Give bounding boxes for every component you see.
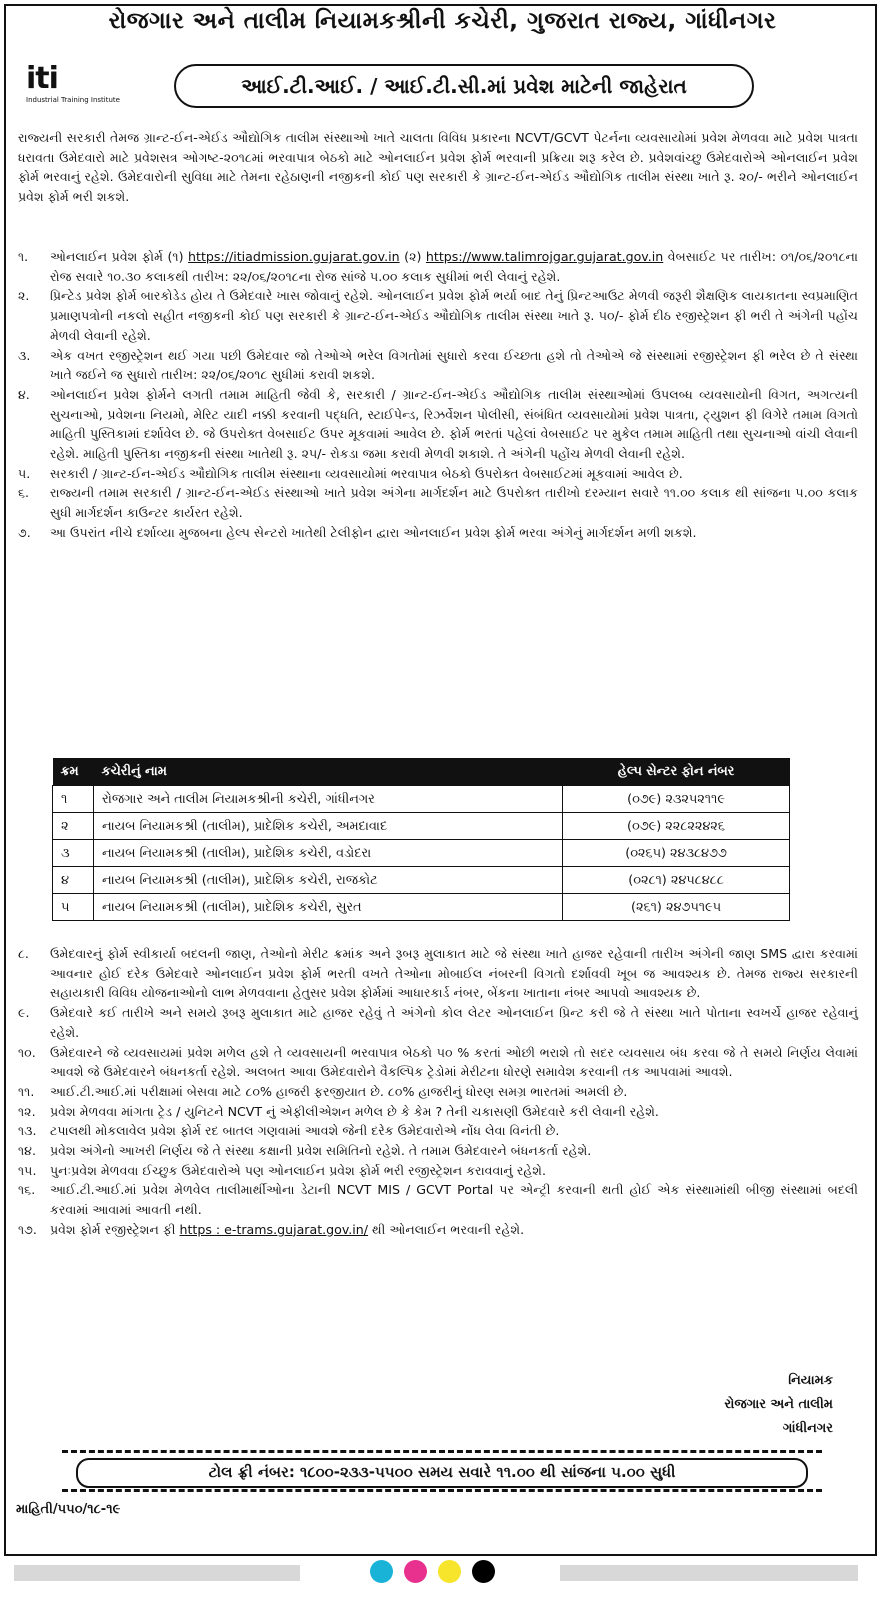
list-item	[18, 483, 858, 522]
list-item	[18, 1121, 858, 1141]
list-item	[18, 944, 858, 1003]
signatory-department: રોજગાર અને તાલીમ	[724, 1397, 833, 1412]
signatory-title: નિયામક	[788, 1373, 833, 1388]
item-number: ૬.	[18, 485, 30, 501]
cyan-registration-dot	[370, 1560, 393, 1583]
office-cell: નાયબ નિયામકશ્રી (તાલીમ), પ્રાદેશિક કચેરી, રાજકોટ	[94, 867, 563, 894]
phone-cell: (૦૭૯) ૨૨૮૨૨૪૨૬	[563, 813, 790, 840]
item-number: ૭.	[18, 524, 31, 540]
item-text: ઓનલાઈન પ્રવેશ ફોર્મ (૧) https://itiadmission.gujarat.gov.in (૨) https://www.talimrojgar.gujarat.gov.in વેબસાઈટ પર તારીખ: ૦૧/૦૬/૨૦૧૮ના રોજ સવારે ૧૦.૩૦ કલાકથી તારીખ: ૨૨/૦૬/૨૦૧૮ના રોજ સાંજે ૫.૦૦ કલાક સુધીમાં ભરી લેવાનું રહેશે.	[50, 249, 858, 284]
signature-block	[724, 1369, 833, 1441]
item-number: ૧૪.	[18, 1143, 36, 1159]
help-center-table	[52, 758, 790, 921]
etrams-website-link[interactable]: https : e-trams.gujarat.gov.in/	[179, 1221, 369, 1237]
list-item	[18, 464, 858, 484]
item-number: ૧૬.	[18, 1182, 36, 1198]
reference-number: માહિતી/૫૫૦/૧૮-૧૯	[16, 1502, 121, 1517]
phone-cell: (૦૨૬૫) ૨૪૩૮૪૭૭	[563, 840, 790, 867]
page-title: રોજગાર અને તાલીમ નિયામકશ્રીની કચેરી, ગુજરાત રાજ્ય, ગાંધીનગર	[108, 8, 777, 34]
item-text: પ્રવેશ મેળવવા માંગતા ટ્રેડ / યુનિટને NCVT નું એફીલીએશન મળેલ છે કે કેમ ? તેની ચકાસણી ઉમેદવારે કરી લેવાની રહેશે.	[50, 1103, 659, 1119]
iti-logo-mark: iti	[26, 61, 58, 96]
item-text: આઈ.ટી.આઈ.માં પરીક્ષામાં બેસવા માટે ૮૦% હાજરી ફરજીયાત છે. ૮૦% હાજરીનું ધોરણ સમગ્ર ભારતમાં અમલી છે.	[50, 1083, 628, 1099]
column-header-phone: હેલ્પ સેન્ટર ફોન નંબર	[563, 758, 790, 786]
toll-free-banner	[62, 1450, 822, 1492]
phone-cell: (૦૨૮૧) ૨૪૫૮૪૮૮	[563, 867, 790, 894]
office-cell: નાયબ નિયામકશ્રી (તાલીમ), પ્રાદેશિક કચેરી, સુરત	[94, 894, 563, 921]
office-cell: નાયબ નિયામકશ્રી (તાલીમ), પ્રાદેશિક કચેરી, વડોદરા	[94, 840, 563, 867]
item-text: આ ઉપરાંત નીચે દર્શાવ્યા મુજબના હેલ્પ સેન્ટરો ખાતેથી ટેલીફોન દ્વારા ઓનલાઈન પ્રવેશ ફોર્મ ભરવા અંગેનું માર્ગદર્શન મળી શકશે.	[50, 524, 697, 540]
list-item	[18, 286, 858, 345]
list-item	[18, 1220, 858, 1240]
office-cell: રોજગાર અને તાલીમ નિયામકશ્રીની કચેરી, ગાંધીનગર	[94, 786, 563, 813]
item-text: પ્રવેશ અંગેનો આખરી નિર્ણય જે તે સંસ્થા કક્ષાની પ્રવેશ સમિતિનો રહેશે. તે તમામ ઉમેદવારને બંધનકર્તા રહેશે.	[50, 1143, 592, 1159]
office-cell: નાયબ નિયામકશ્રી (તાલીમ), પ્રાદેશિક કચેરી, અમદાવાદ	[94, 813, 563, 840]
admission-website-link[interactable]: https://itiadmission.gujarat.gov.in	[188, 249, 400, 264]
item-text: ટપાલથી મોકલાવેલ પ્રવેશ ફોર્મ રદ બાતલ ગણવામાં આવશે જેની દરેક ઉમેદવારોએ નોંધ લેવા વિનંતી છે.	[50, 1123, 560, 1139]
item-number: ૧૨.	[18, 1103, 36, 1119]
magenta-registration-dot	[404, 1560, 427, 1583]
item-text: રાજ્યની તમામ સરકારી / ગ્રાન્ટ-ઈન-એઈડ સંસ્થાઓ ખાતે પ્રવેશ અંગેના માર્ગદર્શન માટે ઉપરોક્ત તારીખો દરમ્યાન સવારે ૧૧.૦૦ કલાક થી સાંજના ૫.૦૦ કલાક સુધી માર્ગદર્શન કાઉન્ટર કાર્યરત રહેશે.	[50, 485, 858, 521]
instructions-list-b	[18, 944, 858, 1240]
item-number: ૫.	[18, 465, 31, 481]
serial-cell: ૫	[53, 894, 94, 921]
list-item	[18, 1141, 858, 1161]
item-text: ઉમેદવારે કઈ તારીખે અને સમયે રૂબરૂ મુલાકાત માટે હાજર રહેવું તે અંગેનો કોલ લેટર ઓનલાઈન પ્રિન્ટ કરી જે તે સંસ્થા ખાતે પોતાના સ્વખર્ચે હાજર રહેવાનું રહેશે.	[50, 1005, 858, 1040]
list-item	[18, 1003, 858, 1042]
item-number: ૧૫.	[18, 1162, 37, 1178]
list-item	[18, 1043, 858, 1082]
toll-free-text: ટોલ ફ્રી નંબર: ૧૮૦૦-૨૩૩-૫૫૦૦ સમય સવારે ૧૧.૦૦ થી સાંજના ૫.૦૦ સુધી	[76, 1458, 808, 1488]
item-number: ૧૭.	[18, 1221, 37, 1237]
list-item	[18, 346, 858, 385]
item-text: સરકારી / ગ્રાન્ટ-ઈન-એઈડ ઔદ્યોગિક તાલીમ સંસ્થાના વ્યવસાયોમાં ભરવાપાત્ર બેઠકો ઉપરોક્ત વેબસાઈટમાં મૂકવામાં આવેલ છે.	[50, 465, 683, 481]
item-text: પ્રવેશ ફોર્મ રજીસ્ટ્રેશન ફી https : e-trams.gujarat.gov.in/ થી ઓનલાઈન ભરવાની રહેશે.	[50, 1221, 525, 1237]
signatory-location: ગાંધીનગર	[782, 1421, 833, 1436]
column-header-serial: ક્રમ	[53, 758, 94, 786]
serial-cell: ૩	[53, 840, 94, 867]
notice-subtitle: આઈ.ટી.આઈ. / આઈ.ટી.સી.માં પ્રવેશ માટેની જાહેરાત	[174, 64, 754, 108]
item-number: ૨.	[18, 288, 30, 304]
list-item	[18, 1161, 858, 1181]
item-number: ૧.	[18, 249, 29, 264]
black-registration-dot	[472, 1560, 495, 1583]
phone-cell: (૦૭૯) ૨૩૨૫૨૧૧૯	[563, 786, 790, 813]
item-number: ૧૩.	[18, 1123, 37, 1139]
serial-cell: ૪	[53, 867, 94, 894]
iti-logo	[26, 61, 156, 114]
item-text: ઉમેદવારને જે વ્યવસાયમાં પ્રવેશ મળેલ હશે તે વ્યવસાયની ભરવાપાત્ર બેઠકો ૫૦ % કરતાં ઓછી ભરાશે તો સદર વ્યવસાય બંધ કરવા જે તે સમયે નિર્ણય લેવામાં આવશે જે ઉમેદવારને બંધનકર્તા રહેશે. અલબત આવા ઉમેદવારોને વૈકલ્પિક ટ્રેડોમાં મેરીટના ધોરણે સમાવેશ કરવાની તક આપવામાં આવશે.	[50, 1044, 858, 1080]
table-header-row	[53, 758, 790, 786]
iti-logo-caption: Industrial Training Institute	[26, 96, 120, 104]
registration-bar-right	[560, 1565, 858, 1581]
list-item	[18, 523, 858, 543]
talimrojgar-website-link[interactable]: https://www.talimrojgar.gujarat.gov.in	[425, 249, 664, 264]
item-text: ઓનલાઈન પ્રવેશ ફોર્મને લગતી તમામ માહિતી જેવી કે, સરકારી / ગ્રાન્ટ-ઈન-એઈડ ઔદ્યોગિક તાલીમ સંસ્થાઓમાં ઉપલબ્ધ વ્યવસાયોની વિગત, અગત્યની સુચનાઓ, પ્રવેશના નિયમો, મેરિટ યાદી નક્કી કરવાની પદ્ધતિ, સ્ટાઈપેન્ડ, રિઝર્વેશન પોલીસી, સંબંધિત વ્યવસાયોમાં પ્રવેશ પાત્રતા, ટ્યુશન ફી વિગેરે તમામ વિગતો માહિતી પુસ્તિકામાં દર્શાવેલ છે. જે ઉપરોક્ત વેબસાઈટ ઉપર મૂકવામાં આવેલ છે. ફોર્મ ભરતાં પહેલાં વેબસાઈટ પર મુકેલ તમામ માહિતી તથા સુચનાઓ વાંચી લેવાની રહેશે. માહિતી પુસ્તિકા નજીકની સંસ્થા ખાતેથી રૂ. ૨૫/- રોકડા જમા કરાવી મેળવી શકાશે. તે અંગેની પહોંચ મેળવી લેવાની રહેશે.	[50, 386, 859, 462]
column-header-office: કચેરીનું નામ	[94, 758, 563, 786]
list-item	[18, 385, 858, 464]
table-row	[53, 840, 790, 867]
serial-cell: ૧	[53, 786, 94, 813]
list-item	[18, 1082, 858, 1102]
list-item	[18, 247, 858, 286]
table-row	[53, 786, 790, 813]
phone-cell: (૨૬૧) ૨૪૭૫૧૯૫	[563, 894, 790, 921]
list-item	[18, 1102, 858, 1122]
item-number: ૧૧.	[18, 1083, 35, 1099]
table-row	[53, 813, 790, 840]
item-text: પુનઃપ્રવેશ મેળવવા ઈચ્છુક ઉમેદવારોએ પણ ઓનલાઈન પ્રવેશ ફોર્મ ભરી રજીસ્ટ્રેશન કરાવવાનું રહેશે.	[50, 1162, 546, 1178]
item-number: ૪.	[18, 386, 30, 402]
registration-bar-left	[14, 1565, 300, 1581]
intro-paragraph: રાજ્યની સરકારી તેમજ ગ્રાન્ટ-ઈન-એઈડ ઔદ્યોગિક તાલીમ સંસ્થાઓ ખાતે ચાલતા વિવિધ પ્રકારના NCVT/GCVT પેટર્નના વ્યવસાયોમાં પ્રવેશ મેળવવા માટે પ્રવેશ પાત્રતા ધરાવતા ઉમેદવારો માટે પ્રવેશસત્ર ઓગષ્ટ-૨૦૧૮માં ભરવાપાત્ર બેઠકો માટે ઓનલાઈન પ્રવેશ ફોર્મ ભરવાની પ્રક્રિયા શરૂ કરેલ છે. પ્રવેશવાંચ્છુ ઉમેદવારોએ ઓનલાઈન પ્રવેશ ફોર્મ ભરવાનું રહેશે. ઉમેદવારોની સુવિધા માટે તેમના રહેઠાણની નજીકની કોઈ પણ સરકારી કે ગ્રાન્ટ-ઈન-એઈડ ઔદ્યોગિક તાલીમ સંસ્થા ખાતે રૂ. ૨૦/- ભરીને ઓનલાઈન પ્રવેશ ફોર્મ ભરી શકશે.	[18, 130, 858, 205]
instructions-list-a	[18, 247, 858, 543]
item-text: આઈ.ટી.આઈ.માં પ્રવેશ મેળવેલ તાલીમાર્થીઓના ડેટાની NCVT MIS / GCVT Portal પર એન્ટ્રી કરવાની થતી હોઈ એક સંસ્થામાંથી બીજી સંસ્થામાં બદલી કરવામાં આવામાં આવતી નથી.	[50, 1182, 858, 1218]
item-text: એક વખત રજીસ્ટ્રેશન થઈ ગયા પછી ઉમેદવાર જો તેઓએ ભરેલ વિગતોમાં સુધારો કરવા ઈચ્છતા હશે તો તેઓએ જે સંસ્થામાં રજીસ્ટ્રેશન ફી ભરેલ છે તે સંસ્થા ખાતે જઈને જ સુધારો તારીખ: ૨૨/૦૬/૨૦૧૮ સુધીમાં કરાવી શકશે.	[50, 347, 858, 383]
item-number: ૯.	[18, 1005, 30, 1021]
item-number: ૮.	[18, 946, 29, 961]
list-item	[18, 1180, 858, 1219]
table-row	[53, 894, 790, 921]
yellow-registration-dot	[438, 1560, 461, 1583]
item-text: ઉમેદવારનું ફોર્મ સ્વીકાર્યા બદલની જાણ, તેઓનો મેરીટ ક્રમાંક અને રૂબરૂ મુલાકાત માટે જે સંસ્થા ખાતે હાજર રહેવાની તારીખ અંગેની જાણ SMS દ્વારા કરવામાં આવનાર હોઈ દરેક ઉમેદવારે ઓનલાઈન પ્રવેશ ફોર્મ ભરતી વખતે તેઓના મોબાઈલ નંબરની વિગતો દર્શાવવી ખૂબ જ આવશ્યક છે. તેમજ રાજ્ય સરકારની સહાયકારી વિવિધ યોજનાઓનો લાભ મેળવવાના હેતુસર પ્રવેશ ફોર્મમાં આધારકાર્ડ નંબર, બેંકના ખાતાના નંબર આપવો આવશ્યક છે.	[50, 946, 858, 1001]
table-row	[53, 867, 790, 894]
item-number: ૧૦.	[18, 1044, 36, 1060]
item-text: પ્રિન્ટેડ પ્રવેશ ફોર્મ બારકોડેડ હોય તે ઉમેદવારે ખાસ જોવાનું રહેશે. ઓનલાઈન પ્રવેશ ફોર્મ ભર્યા બાદ તેનું પ્રિન્ટઆઉટ મેળવી જરૂરી શૈક્ષણિક લાયકાતના સ્વપ્રમાણિત પ્રમાણપત્રોની નકલો સહીત નજીકની કોઈ પણ સરકારી કે ગ્રાન્ટ-ઈન-એઈડ ઔદ્યોગિક તાલીમ સંસ્થા ખાતે રૂ. ૫૦/- ફોર્મ દીઠ રજીસ્ટ્રેશન ફી ભરી તે અંગેની પહોંચ મેળવી લેવાની રહેશે.	[50, 288, 858, 343]
serial-cell: ૨	[53, 813, 94, 840]
item-number: ૩.	[18, 347, 31, 363]
